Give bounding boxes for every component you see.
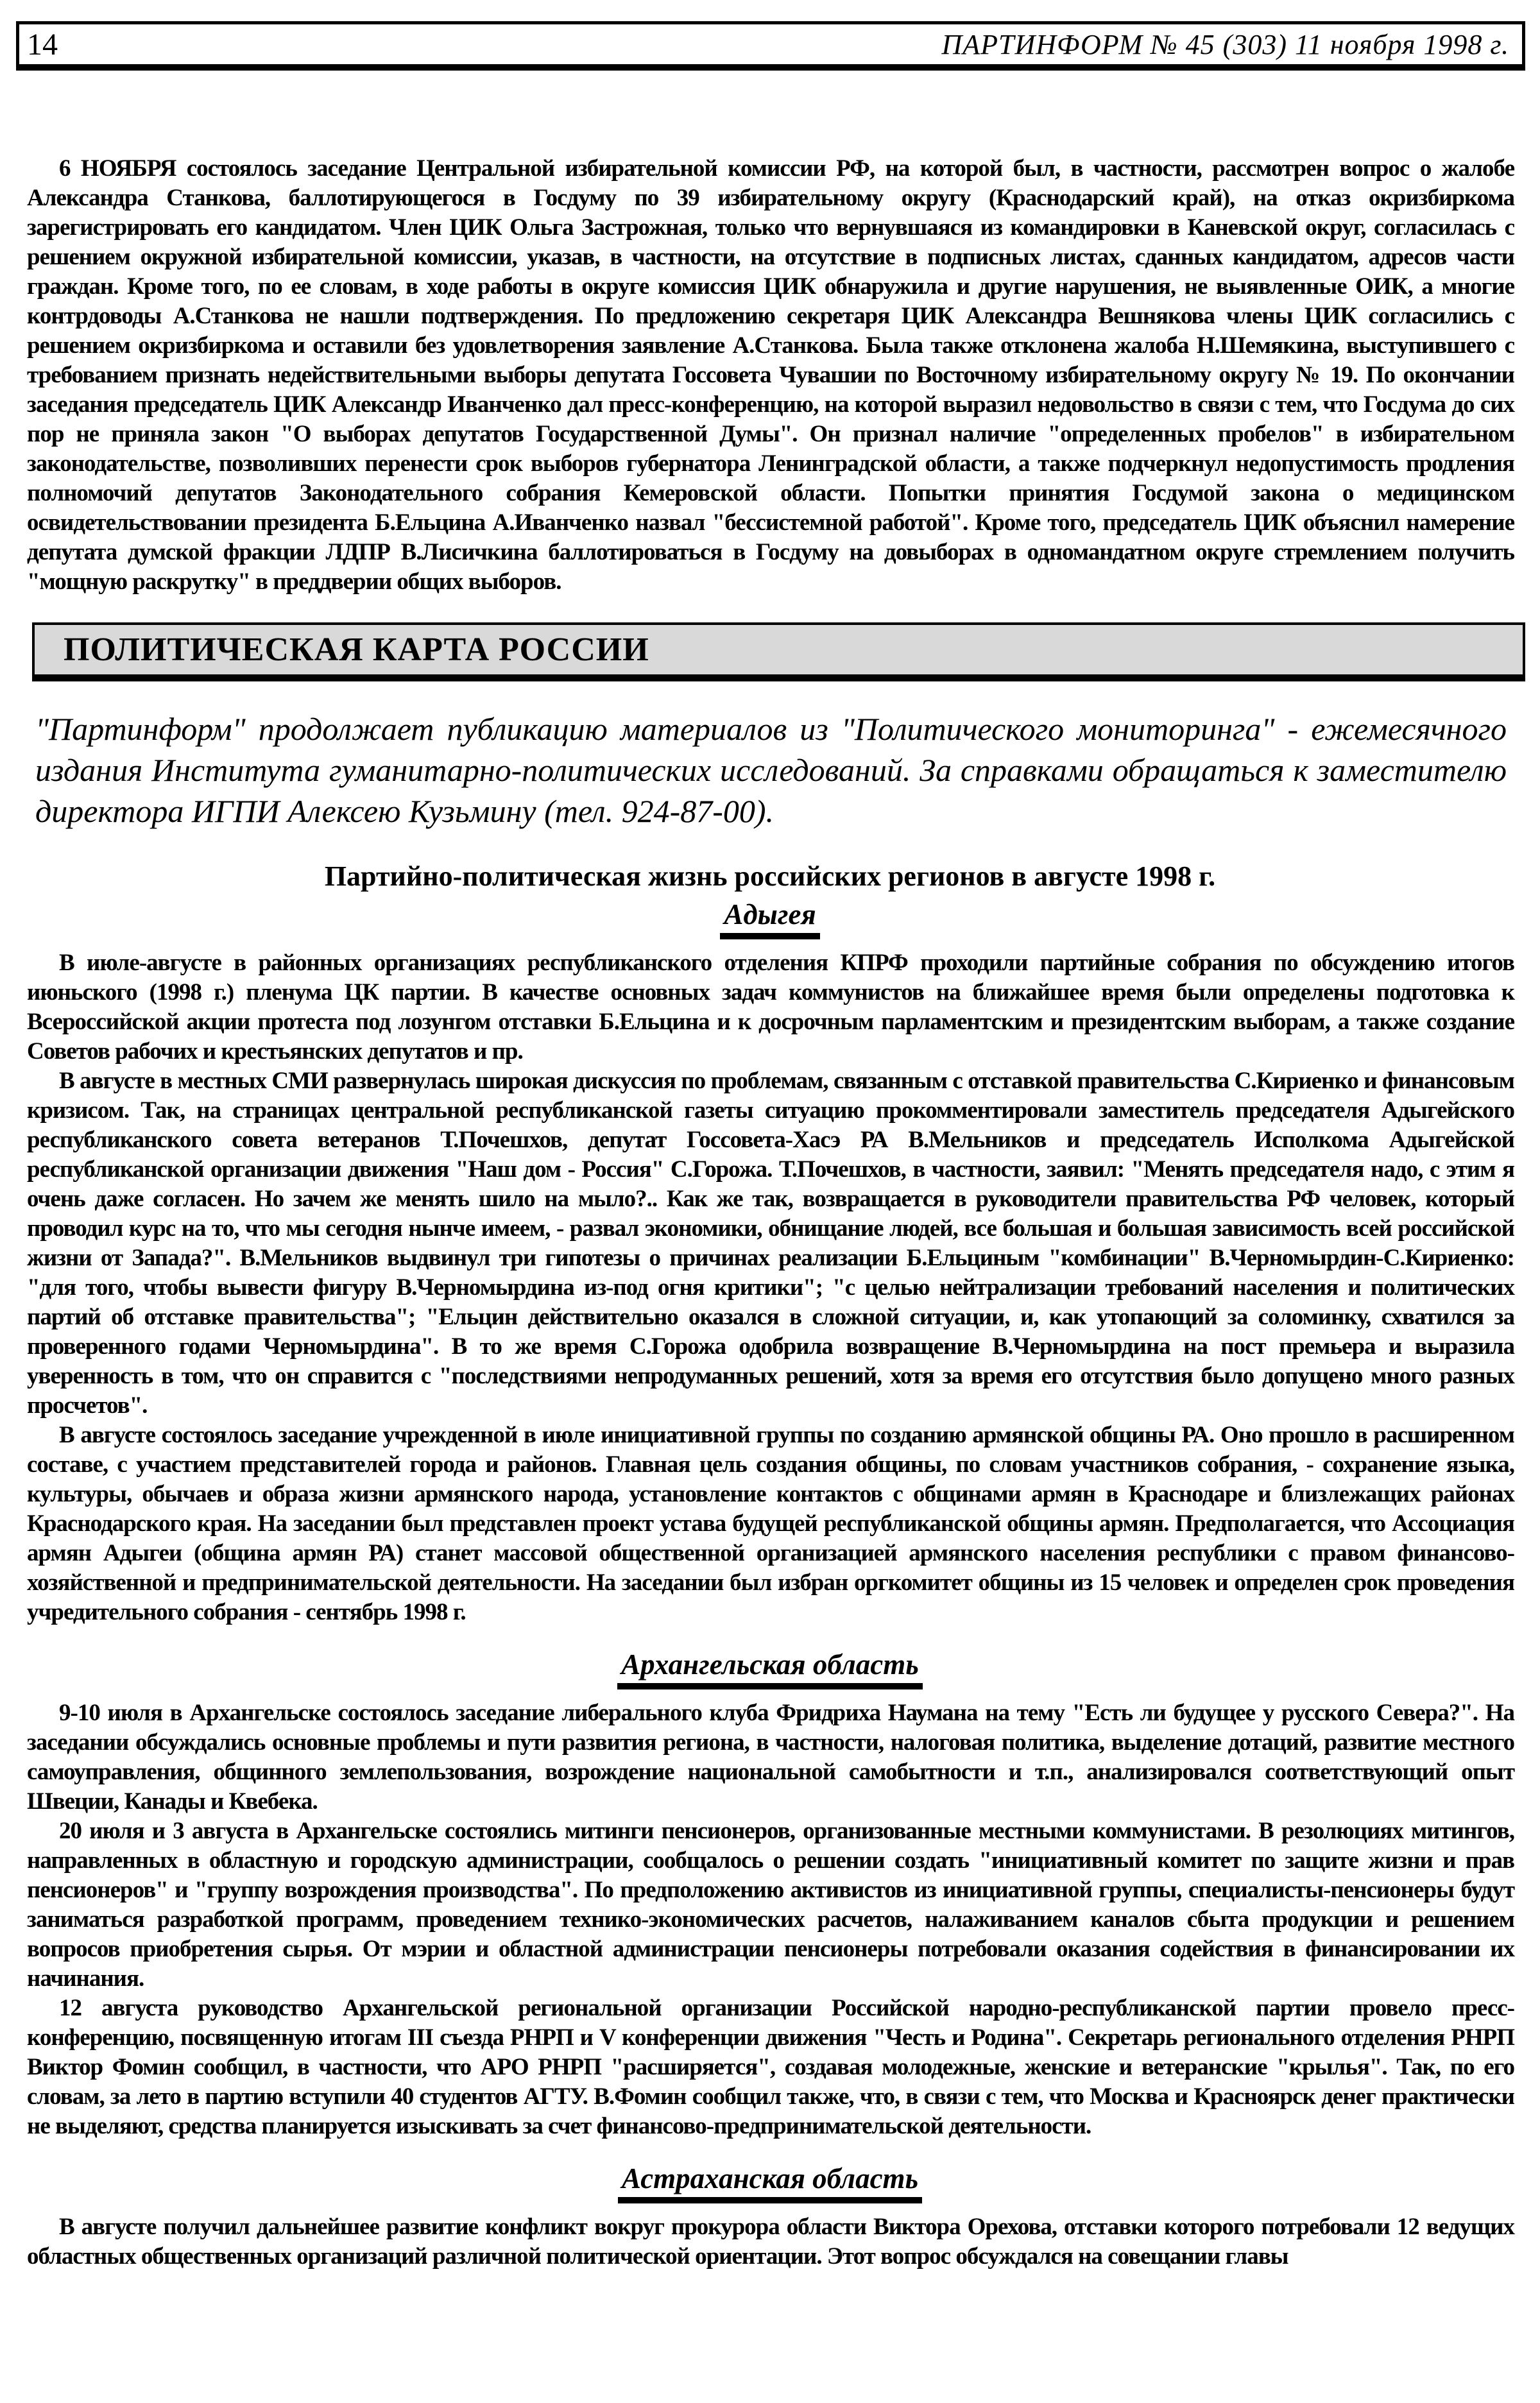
paragraph: В июле-августе в районных организациях республиканского отделения КПРФ проходили партийные собрания по обсуждению итогов июньского (1998 г.) пленума ЦК партии. В качестве основных задач коммунистов на ближайшее время были определены подготовка к Всероссийской акции протеста под лозунгом отставки Б.Ельцина и к досрочным парламентским и президентским выборам, а также создание Советов рабочих и крестьянских депутатов и пр.: [27, 950, 1514, 1065]
paragraph: В августе получил дальнейшее развитие конфликт вокруг прокурора области Виктора Орехова, отставки которого потребовали 12 ведущих областных общественных организаций различной политической ориентации. Этот вопрос обсуждался на совещании главы: [27, 2214, 1514, 2270]
region-heading-label: Архангельская область: [617, 1648, 923, 1689]
paragraph: 12 августа руководство Архангельской региональной организации Российской народно-республиканской партии провело пресс-конференцию, посвященную итогам III съезда РНРП и V конференции движения "Честь и Родина". Секретарь регионального отделения РНРП Виктор Фомин сообщил, в частности, что АРО РНРП "расширяется", создавая молодежные, женские и ветеранские "крылья". Так, по его словам, за лето в партию вступили 40 студентов АГТУ. В.Фомин сообщил также, что, в связи с тем, что Москва и Красноярск денег практически не выделяют, средства планируется изыскивать за счет финансово-предпринимательской деятельности.: [27, 1995, 1514, 2139]
article-title: Партийно-политическая жизнь российских регионов в августе 1998 г.: [324, 860, 1216, 892]
region-heading-astrakhan: [0, 2162, 1540, 2203]
paragraph: 9-10 июля в Архангельске состоялось заседание либерального клуба Фридриха Наумана на тему "Есть ли будущее у русского Севера?". На заседании обсуждались основные проблемы и пути развития региона, в частности, налоговая политика, выделение дотаций, развитие местного самоуправления, общинного землепользования, возрождение национальной самобытности и т.п., анализировался соответствующий опыт Швеции, Канады и Квебека.: [27, 1700, 1514, 1815]
paragraph: В августе состоялось заседание учрежденной в июле инициативной группы по созданию армянской общины РА. Оно прошло в расширенном составе, с участием представителей города и районов. Главная цель создания общины, по словам участников собрания, - сохранение языка, культуры, обычаев и образа жизни армянского народа, установление контактов с общинами армян в Краснодаре и близлежащих районах Краснодарского края. На заседании был представлен проект устава будущей республиканской общины армян. Предполагается, что Ассоциация армян Адыгеи (община армян РА) станет массовой общественной организацией армянского населения республики с правом финансово-хозяйственной и предпринимательской деятельности. На заседании был избран оргкомитет общины из 15 человек и определен срок проведения учредительного собрания - сентябрь 1998 г.: [27, 1422, 1514, 1625]
section-title: ПОЛИТИЧЕСКАЯ КАРТА РОССИИ: [64, 631, 649, 668]
newsletter-page: [0, 21, 1540, 2403]
region-heading-arkhangelsk: [0, 1648, 1540, 1689]
paragraph: В августе в местных СМИ развернулась широкая дискуссия по проблемам, связанным с отставкой правительства С.Кириенко и финансовым кризисом. Так, на страницах центральной республиканской газеты ситуацию прокомментировали заместитель председателя Адыгейского республиканского совета ветеранов Т.Почешхов, депутат Госсовета-Хасэ РА В.Мельников и председатель Исполкома Адыгейской республиканской организации движения "Наш дом - Россия" С.Горожа. Т.Почешхов, в частности, заявил: "Менять председателя надо, с этим я очень даже согласен. Но зачем же менять шило на мыло?.. Как же так, возвращается в руководители правительства РФ человек, который проводил курс на то, что мы сегодня нынче имеем, - развал экономики, обнищание людей, все большая и большая зависимость всей российской жизни от Запада?". В.Мельников выдвинул три гипотезы о причинах реализации Б.Ельциным "комбинации" В.Черномырдин-С.Кириенко: "для того, чтобы вывести фигуру В.Черномырдина из-под огня критики"; "с целью нейтрализации требований населения и политических партий об отставке правительства"; "Ельцин действительно оказался в сложной ситуации, и, как утопающий за соломинку, схватился за проверенного годами Черномырдина". В то же время С.Горожа одобрила возвращение В.Черномырдина на пост премьера и выразила уверенность в том, что он справится с "последствиями непродуманных решений, хотя за время его отсутствия было допущено много разных просчетов".: [27, 1068, 1514, 1419]
region-heading-label: Астраханская область: [618, 2162, 922, 2203]
masthead: [16, 21, 1525, 71]
region-heading-label: Адыгея: [720, 898, 819, 939]
masthead-title: ПАРТИНФОРМ № 45 (303) 11 ноября 1998 г.: [941, 28, 1509, 60]
paragraph: 20 июля и 3 августа в Архангельске состоялись митинги пенсионеров, организованные местными коммунистами. В резолюциях митингов, направленных в областную и городскую администрации, сообщалось о решении создать "инициативный комитет по защите жизни и прав пенсионеров" и "группу возрождения производства". По предположению активистов из инициативной группы, специалисты-пенсионеры будут заниматься разработкой программ, проведением технико-экономических расчетов, налаживанием каналов сбыта продукции и решением вопросов приобретения сырья. От мэрии и областной администрации пенсионеры потребовали оказания содействия в финансировании их начинания.: [27, 1818, 1514, 1992]
section-intro-paragraph: "Партинформ" продолжает публикацию материалов из "Политического мониторинга" - ежемесячного издания Института гуманитарно-политических исследований. За справками обращаться к заместителю директора ИГПИ Алексею Кузьмину (тел. 924-87-00).: [35, 711, 1507, 829]
region-heading-adygea: [0, 898, 1540, 939]
section-banner: [32, 622, 1525, 681]
lead-paragraph: 6 НОЯБРЯ состоялось заседание Центральной избирательной комиссии РФ, на которой был, в частности, рассмотрен вопрос о жалобе Александра Станкова, баллотирующегося в Госдуму по 39 избирательному округу (Краснодарский край), на отказ окризбиркома зарегистрировать его кандидатом. Член ЦИК Ольга Застрожная, только что вернувшаяся из командировки в Каневской округ, согласилась с решением окружной избирательной комиссии, указав, в частности, на отсутствие в подписных листах, сданных кандидатом, адресов части граждан. Кроме того, по ее словам, в ходе работы в округе комиссия ЦИК обнаружила и другие нарушения, не выявленные ОИК, а многие контрдоводы А.Станкова не нашли подтверждения. По предложению секретаря ЦИК Александра Вешнякова члены ЦИК согласились с решением окризбиркома и оставили без удовлетворения заявление А.Станкова. Была также отклонена жалоба Н.Шемякина, выступившего с требованием признать недействительными выборы депутата Госсовета Чувашии по Восточному избирательному округу № 19. По окончании заседания председатель ЦИК Александр Иванченко дал пресс-конференцию, на которой выразил недовольство в связи с тем, что Госдума до сих пор не приняла закон "О выборах депутатов Государственной Думы". Он признал наличие "определенных пробелов" в избирательном законодательстве, позволивших перенести срок выборов губернатора Ленинградской области, а также подчеркнул недопустимость продления полномочий депутатов Законодательного собрания Кемеровской области. Попытки принятия Госдумой закона о медицинском освидетельствовании президента Б.Ельцина А.Иванченко назвал "бессистемной работой". Кроме того, председатель ЦИК объяснил намерение депутата думской фракции ЛДПР В.Лисичкина баллотироваться в Госдуму на довыборах в одномандатном округе стремлением получить "мощную раскрутку" в преддверии общих выборов.: [27, 155, 1514, 595]
page-number: 14: [27, 27, 58, 62]
